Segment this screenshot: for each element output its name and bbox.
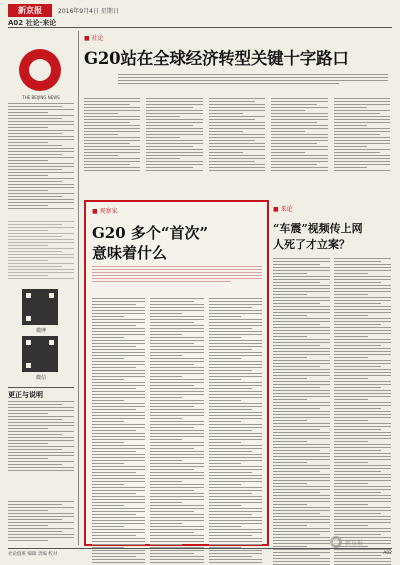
top-story-dek <box>118 74 388 86</box>
wechat-qr-code-icon[interactable] <box>22 336 58 372</box>
right-article <box>273 200 391 546</box>
featured-article-box <box>84 200 269 546</box>
featured-body <box>92 298 262 565</box>
footer-credits: 社论值班 编辑 责编 校对 <box>8 552 58 557</box>
right-headline-line2: 人死了才立案？ <box>273 238 350 251</box>
top-story-tag: ■ 社论 <box>84 35 104 42</box>
wechat-watermark-icon <box>330 536 342 548</box>
header-rule <box>8 27 392 28</box>
sidebar <box>8 31 74 545</box>
featured-headline-line2: 意味着什么 <box>92 244 168 262</box>
right-article-body <box>273 258 391 565</box>
footer-page-number: A02 <box>383 551 392 556</box>
correction-body <box>8 401 74 473</box>
column-divider <box>78 31 79 545</box>
date-line: 2016年9月4日 星期日 <box>58 8 119 15</box>
weibo-qr-code-icon[interactable] <box>22 289 58 325</box>
watermark-text: 新京报 <box>345 539 364 547</box>
sidebar-notice <box>8 221 74 281</box>
sidebar-bottom-note <box>8 501 74 543</box>
publication-name: THE BEIJING NEWS <box>22 95 60 100</box>
newspaper-logo: 新京报 <box>8 4 52 17</box>
top-story-headline: G20站在全球经济转型关键十字路口 <box>84 49 349 68</box>
wechat-qr-label: 微信 <box>35 375 46 381</box>
right-headline-line1: “车震”视频传上网 <box>273 222 363 235</box>
weibo-qr-label: 微博 <box>35 328 46 334</box>
featured-dek <box>92 266 262 284</box>
masthead <box>8 4 392 26</box>
featured-headline-line1: G20 多个“首次” <box>92 224 209 242</box>
sidebar-info-block <box>8 103 74 211</box>
right-article-tag: ■ 来论 <box>273 206 293 213</box>
watermark <box>330 535 390 549</box>
correction-heading: 更正与说明 <box>8 387 74 400</box>
featured-tag: ■ 观察家 <box>92 208 118 215</box>
section-label: A02 社论·来论 <box>8 19 57 27</box>
top-story-body <box>84 98 390 198</box>
masthead-emblem-icon <box>19 49 61 91</box>
